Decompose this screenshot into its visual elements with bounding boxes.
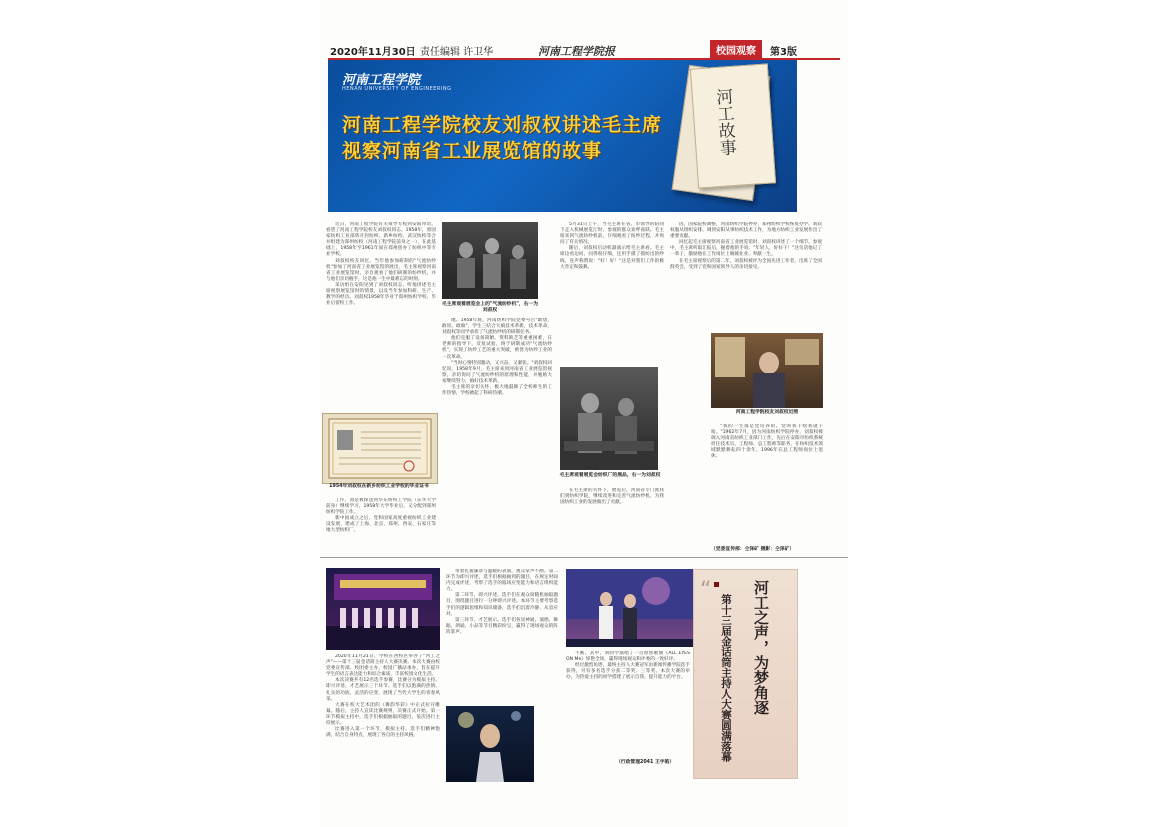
article1-credit: （党委宣传部：仝泽矿 摄影：仝泽矿） <box>711 547 795 552</box>
paragraph: 地。1958年底，河南纺织学院党委号召"敢想、敢说、敢做"，学生三结合大搞技术革新，技术革命，刘叔权等同学承担了气流纺纱机的研制任务。 <box>442 318 552 336</box>
paragraph: "当时心情特别激动，又兴奋，又紧张。"刘叔权回忆说，1958年9月，毛主席来到河南省工业展览馆视察，亲切询问了气流纺纱机的原理和性能，并勉励大家继续努力，搞好技术革新。 <box>442 360 552 384</box>
paragraph: "我的一生都是党培养的，党叫我干啥我就干啥。"1962年7月，因为河南纺织学院停办，刘叔权被调入河南省纺织工业部门工作，先后在安阳市纺织系统担任技术员、工程师、总工程师等职务，在纺织技术领域默默耕耘四十余年，1996年在总工程师岗位上退休。 <box>711 424 823 460</box>
paragraph: 5月31日上午，当毛主席在省、市领导的陪同下走入机械展览厅时，参观的群众欢呼雀跃。毛主席来到气流纺纱机前，仔细观看了纺纱过程，并询问了有关情况。 <box>560 222 664 246</box>
photo-caption-4: 河南工程学院校友刘叔权近照 <box>735 410 799 415</box>
historic-photo-2 <box>560 367 658 470</box>
photo-caption-3: 毛主席观看展览会纺织厂的展品，右一为刘叔权 <box>559 473 661 478</box>
historic-photo-2-image <box>560 367 658 470</box>
paragraph: 刘叔权校友回忆，当年他参加研制的"气流纺纱机"参加了河南省工业展览馆的展出，毛主席视察河南省工业展览馆时，亲自观看了他们研制的纺纱机，并与他们亲切握手，这是他一生中最难忘的时刻。 <box>326 258 436 282</box>
paragraph: 第二环节，即兴评述。选手们在观众席随机抽取题目，围绕题目进行一分钟即兴评述。本环节主要考察选手们的逻辑思维和知识储备，选手们沉着冷静，从容应对。 <box>446 593 558 617</box>
paragraph: 比赛进入第一个环节，模拟主持。选手们精神饱满，结合自身特点，展现了各自的主持风格。 <box>326 727 440 739</box>
article1-column-1-lower <box>326 498 436 554</box>
article1-column-3 <box>560 222 664 364</box>
page-number: 第3版 <box>770 47 797 58</box>
paragraph: 带着礼貌谦恭与温暖的表演，观众掌声不断。第二环节为即兴评述，选手们根据抽到的题目，在规定时间内完成评述，考察了选手的临场应变能力和语言组织能力。 <box>446 569 558 593</box>
paragraph: 近日，河南工程学院有关领导专程到安阳拜访，看望了河南工程学院校友刘叔权同志。1958年，原国家纺织工业部将开封纺织、新乡纺校、武汉纺校等合并组建为郑州纺校（河南工程学院前身之一），在此基础上，1958年至1961年间在郑州创办了纺织中等专业学校。 <box>326 222 436 258</box>
school-logo-english: HENAN UNIVERSITY OF ENGINEERING <box>342 86 452 92</box>
performance-photo <box>566 569 694 647</box>
photo-caption-1: 毛主席观看展览会上的"气流纺纱机"，右一为刘叔权 <box>441 302 539 313</box>
paragraph: 大赛在校大艺术团的《舞韵华彩》中正式拉开帷幕。随后，主持人宣读比赛规则，决赛正式开始。第一环节模拟主持中，选手们根据抽取的题目，依次进行主持展示。 <box>326 702 440 727</box>
headline-banner <box>328 60 797 212</box>
paragraph: 新中国成立之后，党和国家高度重视纺织工业建设发展，建成了上海、北京、郑州、西安、石家庄等地大型纺织厂。 <box>326 516 436 534</box>
paragraph: 经过激烈角逐，最终主持人大赛冠军由新闻传播学院选手获得，另有多名选手分获二等奖、三等奖。本次大赛的举办，为热爱主持的同学搭建了展示自我、提升能力的平台。 <box>566 663 690 681</box>
paragraph: 本次决赛共有12名选手参赛，比赛分为模拟主持、即兴评述、才艺展示三个环节。选手们以饱满的热情、扎实的功底、灵活的应变，展现了当代大学生的青春风采。 <box>326 678 440 702</box>
article2-column-3 <box>566 651 690 755</box>
historic-photo-1 <box>442 222 538 299</box>
performance-photo-image <box>566 569 694 647</box>
headline-line-1: 河南工程学院校友刘叔权讲述毛主席 <box>342 114 663 136</box>
contest-stage-photo <box>326 568 440 650</box>
article2-column-1 <box>326 654 440 818</box>
paragraph: 在毛主席视察后的第二年，刘叔权被评为全国先进工作者，出席了全国群英会，受到了党和国家领导人的亲切接见。 <box>670 258 822 270</box>
alumni-recent-photo <box>711 333 823 408</box>
certificate-image <box>323 414 437 483</box>
certificate-caption: 1954年刘叔权在新乡纺织工业学校的毕业证书 <box>329 484 429 489</box>
book-illustration <box>668 64 788 204</box>
section-label: 校园观察 <box>710 40 762 59</box>
decorative-square <box>714 582 719 587</box>
article1-column-1 <box>326 222 436 412</box>
book-title: 河工故事 <box>711 87 737 157</box>
newspaper-name: 河南工程学院报 <box>538 45 615 58</box>
historic-photo-1-image <box>442 222 538 299</box>
paragraph: 2020年11月21日，学校在西校区举办了"河工之声"——第十三届金话筒主持人大赛决赛。本次大赛由校党委宣传部、校团委主办，校园广播站承办，旨在提升学生的语言表达能力和综合素质，丰富校园文化生活。 <box>326 654 440 678</box>
paragraph: 在毛主席的关怀下，展览后，河南省专门派我们到纺织学院，继续改进和完善气流纺纱机，为我国纺织工业的发展做出了贡献。 <box>560 488 664 506</box>
article1-column-4-lower <box>711 424 823 540</box>
article1-column-2 <box>442 318 552 554</box>
contest-title-banner <box>693 569 798 779</box>
paragraph: 不断。其中，刘同学演唱了一首原创歌曲《ALL EYES ON Me》惊艳全场，赢得现场观众和评委的一致好评。 <box>566 651 690 663</box>
editor-credit: 责任编辑 许卫华 <box>420 47 494 58</box>
newspaper-page <box>320 0 848 827</box>
issue-date: 2020年11月30日 <box>330 47 416 58</box>
paragraph: 他们克服了设备简陋、资料缺乏等重重困难，在老师的指导下，反复试验，终于研制成功"气流纺纱机"，实现了纺纱工艺的重大突破，被誉为纺纱工业的一次革命。 <box>442 336 552 360</box>
contest-subtitle: 第十三届金话筒主持人大赛圆满落幕 <box>720 594 732 762</box>
page-header <box>328 40 840 60</box>
article2-column-2 <box>446 569 558 703</box>
headline-line-2: 视察河南省工业展览馆的故事 <box>342 140 603 162</box>
article2-credit: （行政管理2041 王宇皓） <box>616 760 675 765</box>
paragraph: 毛主席的亲切关怀，极大地鼓舞了全校师生的工作热情，学校掀起了科研热潮。 <box>442 385 552 397</box>
section-divider <box>320 557 848 558</box>
certificate-photo <box>322 413 438 484</box>
contest-main-title: 河工之声，为梦角逐 <box>752 580 770 715</box>
paragraph: 回忆起毛主席视察河南省工业展览馆时，刘叔权讲述了一个细节。参观中，毛主席听取汇报后，握着他的手说："年轻人，好好干！"这句话他记了一辈子，激励他在工作岗位上兢兢业业、奉献一生。 <box>670 240 822 258</box>
school-logo: 河南工程学院 <box>342 73 421 88</box>
article1-column-4 <box>670 222 822 330</box>
quote-mark-icon: “ <box>700 578 712 603</box>
paragraph: 因，国家院校调整，河南纺织学院停办，郑州纺织学校恢复办学。刘叔权服从组织安排，调到安阳从事纺织技术工作，为地方纺织工业发展作出了重要贡献。 <box>670 222 822 240</box>
paragraph: 工作，而是被保送到华东纺织工学院（东华大学前身）继续学习，1958年大学毕业后，又分配到郑州纺织学院工作。 <box>326 498 436 516</box>
paragraph: 第三环节，才艺展示。选手们各显神通，演唱、舞蹈、朗诵、小品等节目精彩纷呈，赢得了现场观众的阵阵掌声。 <box>446 617 558 635</box>
paragraph: 随后，刘叔权启动机器演示给毛主席看。毛主席边看边问，问得很仔细，还用手摸了摸纺出的纱线，连声称赞说："好！好！"这是对我们工作的极大肯定和鼓舞。 <box>560 246 664 270</box>
contest-stage-photo-image <box>326 568 440 650</box>
contestant-singing-photo <box>446 706 534 782</box>
article1-column-3-lower <box>560 488 664 554</box>
paragraph: 采访组在安阳见到了刘叔权同志，听他讲述毛主席视察展览馆时的情景，以及当年参加科研、生产、教学的经历。刘叔权1958年毕业于郑州纺织学校，毕业后留校工作。 <box>326 282 436 307</box>
contestant-singing-photo-image <box>446 706 534 782</box>
alumni-recent-photo-image <box>711 333 823 408</box>
